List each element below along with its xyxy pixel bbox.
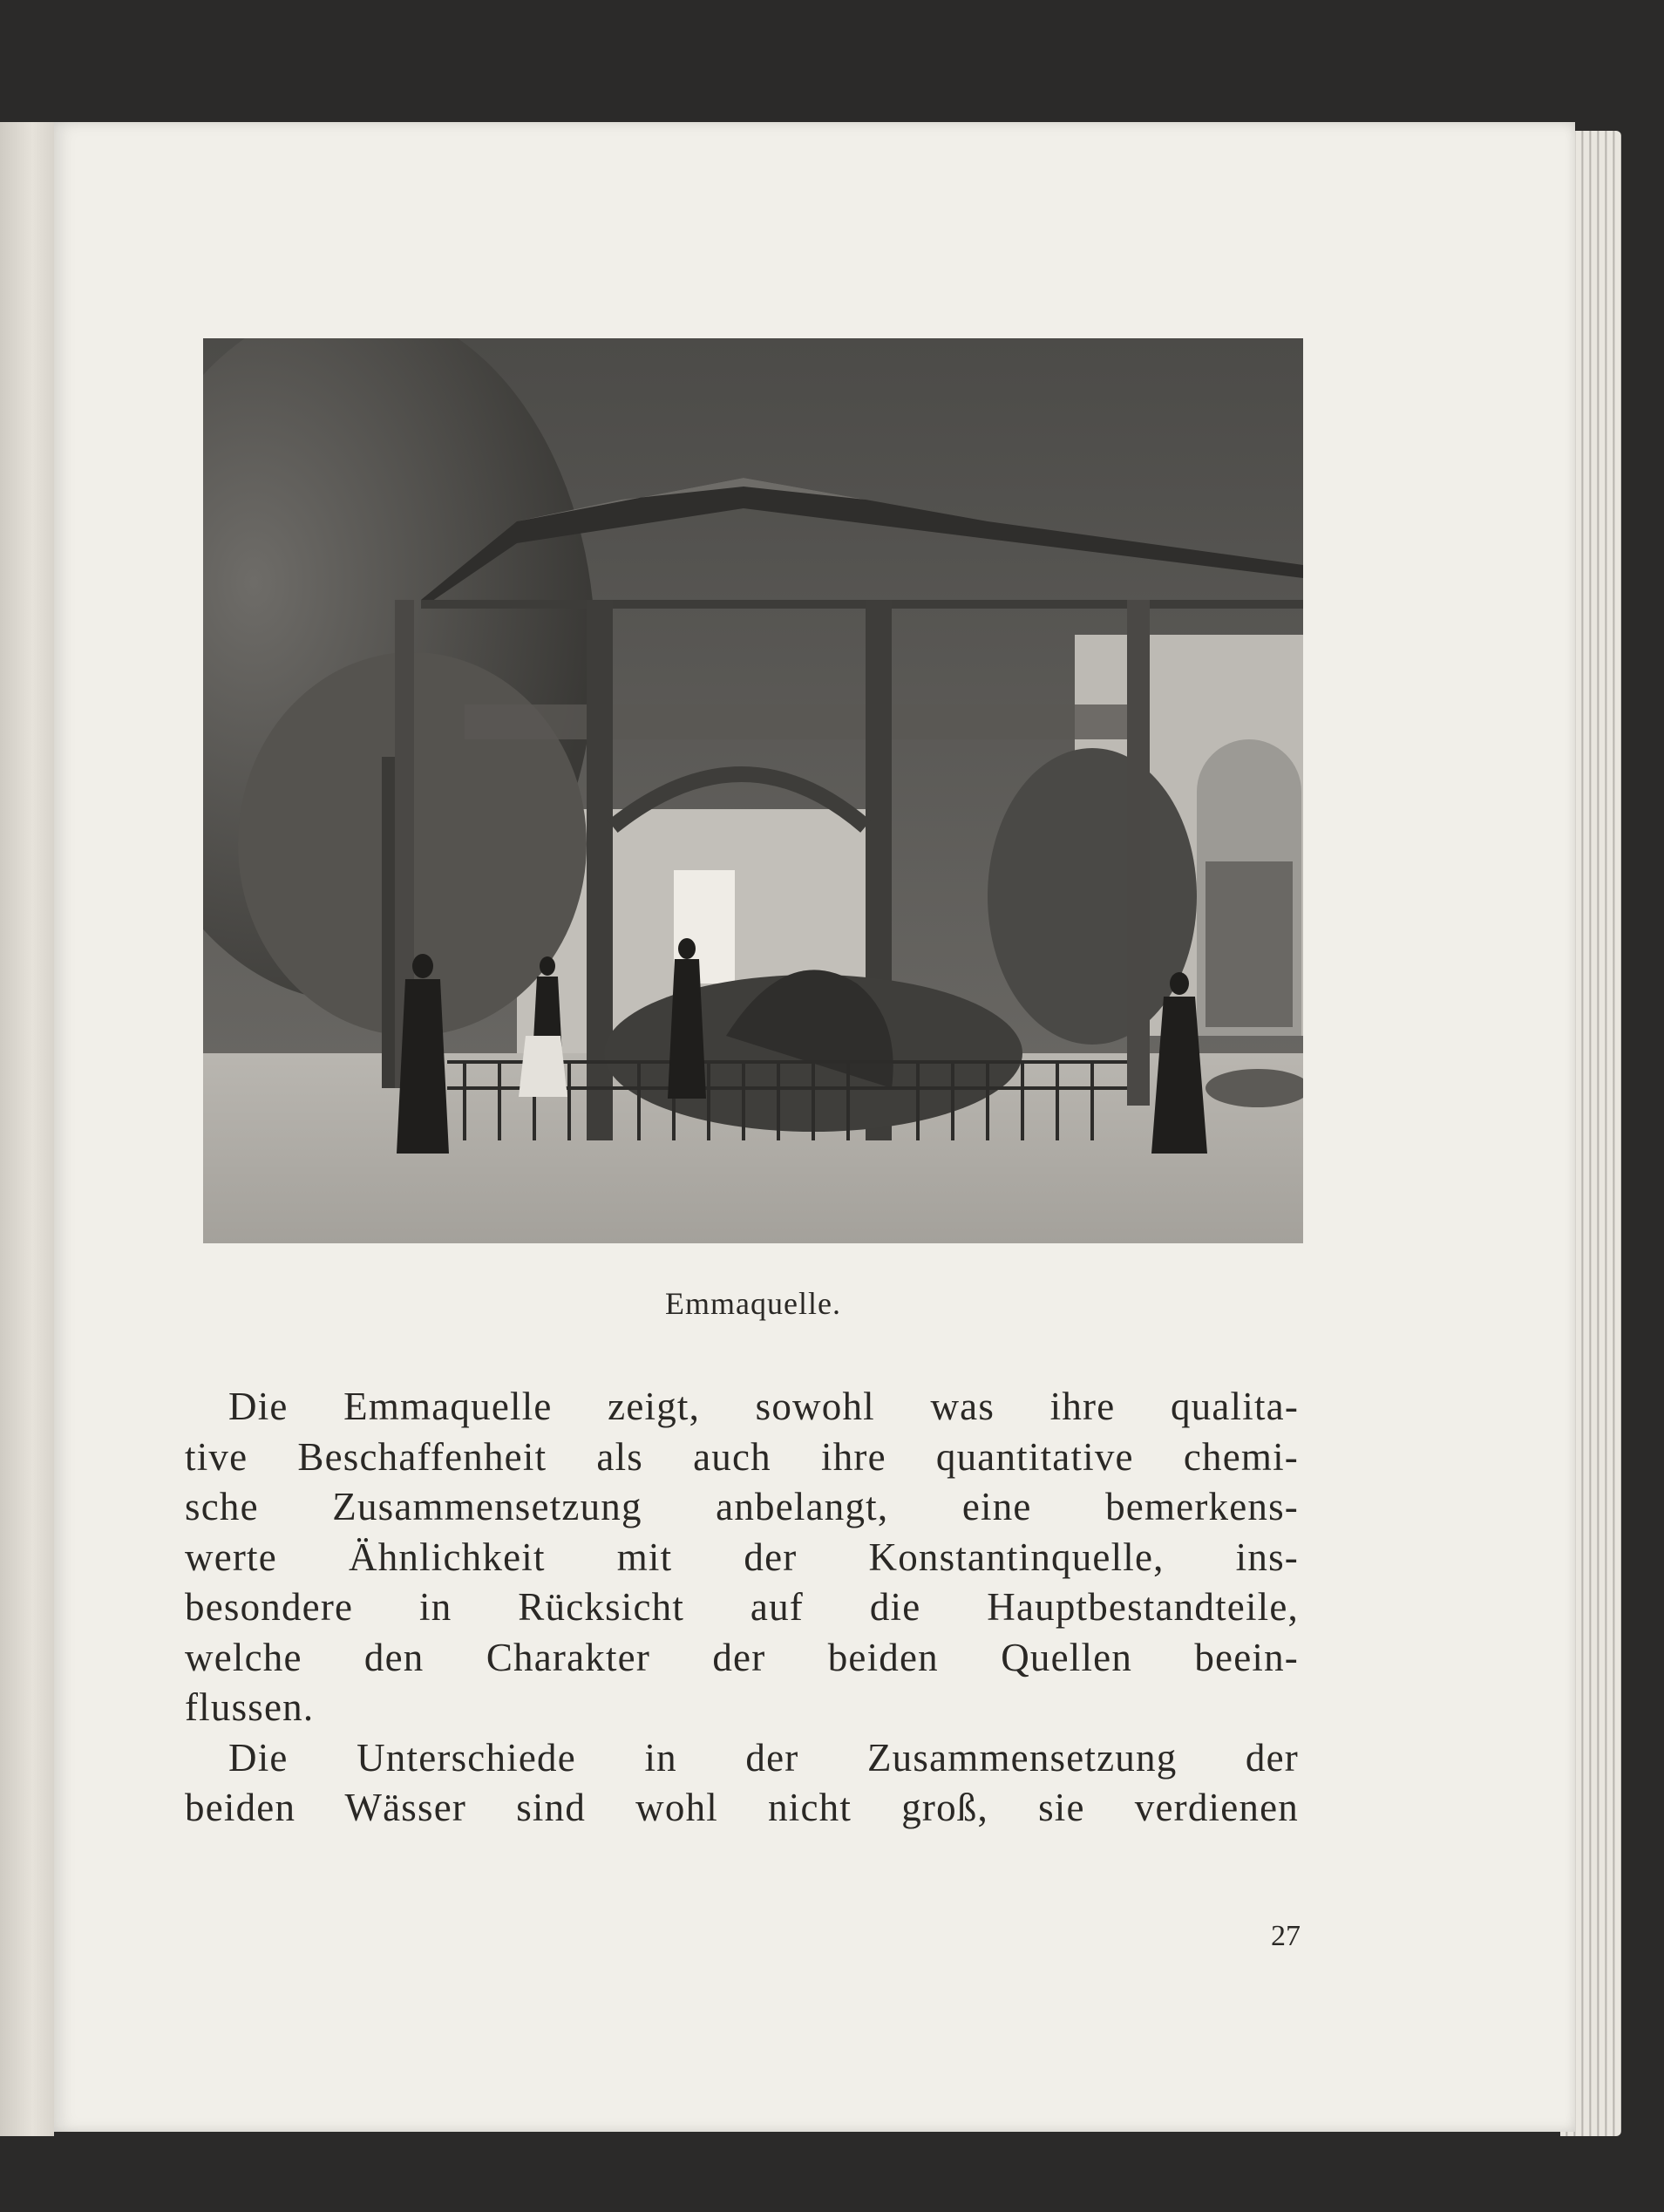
page-number: 27 bbox=[1271, 1920, 1301, 1952]
text-line: sche Zusammensetzung anbelangt, eine bemerkens- bbox=[185, 1485, 1299, 1528]
text-line: Die Emmaquelle zeigt, sowohl was ihre qualita- bbox=[228, 1385, 1299, 1428]
text-line: Die Unterschiede in der Zusammensetzung der bbox=[228, 1735, 1299, 1780]
paragraph-1 bbox=[185, 1382, 1299, 1733]
text-line: welche den Charakter der beiden Quellen beein- bbox=[185, 1635, 1299, 1679]
text-line: flussen. bbox=[185, 1685, 315, 1729]
text-line: werte Ähnlichkeit mit der Konstantinquelle, ins- bbox=[185, 1535, 1299, 1579]
paragraph-2 bbox=[185, 1733, 1299, 1834]
text-line: besondere in Rücksicht auf die Hauptbestandteile, bbox=[185, 1585, 1299, 1629]
figure-caption: Emmaquelle. bbox=[665, 1286, 841, 1321]
text-line: beiden Wässer sind wohl nicht groß, sie verdienen bbox=[185, 1786, 1299, 1829]
body-text bbox=[185, 1382, 1299, 1834]
pavilion-photograph bbox=[203, 338, 1303, 1243]
left-page-edge bbox=[0, 122, 54, 2136]
text-line: tive Beschaffenheit als auch ihre quantitative chemi- bbox=[185, 1434, 1299, 1479]
